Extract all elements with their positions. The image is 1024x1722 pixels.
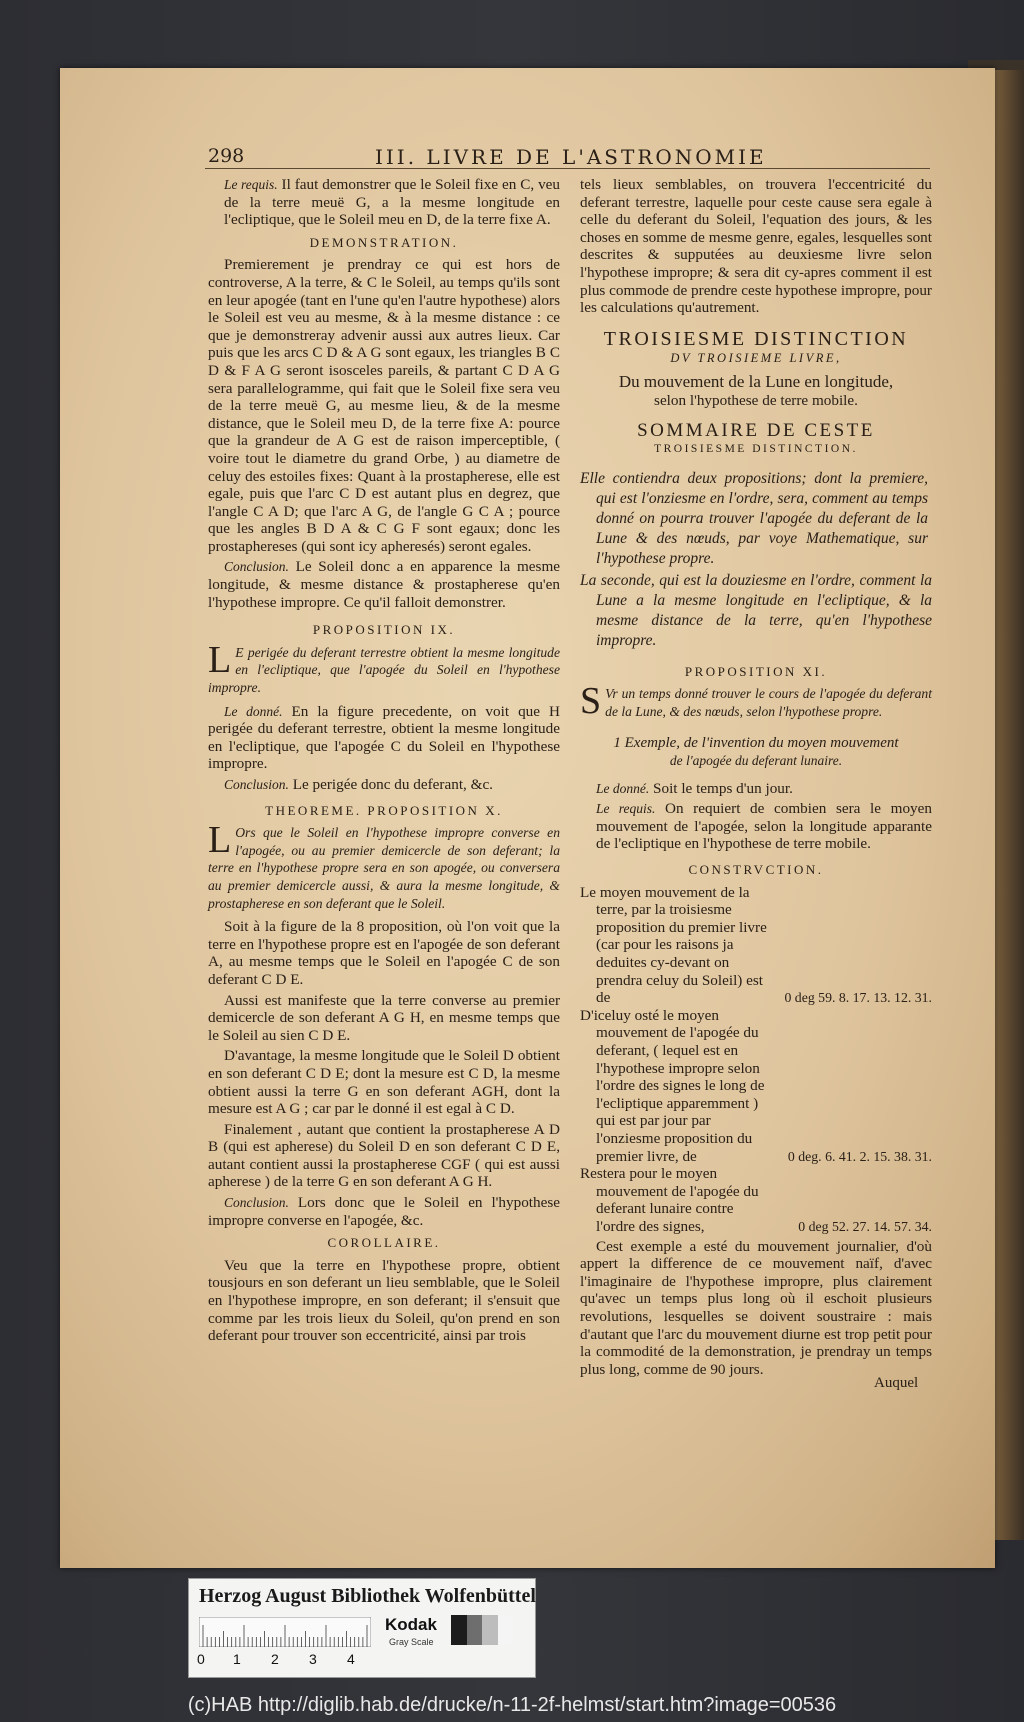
computation-text: D'iceluy osté le moyen mouvement de l'apogée du deferant, ( lequel est en l'hypothese impropre selon l'ordre des signes le long de l'ecliptique apparemment ) qui est par jour par l'onziesme proposition du premier livre, de — [580, 1006, 765, 1165]
conclusion-label: Conclusion. — [224, 1195, 289, 1211]
right-column — [580, 176, 932, 1381]
sommaire-paragraph-1: Elle contiendra deux propositions; dont la premiere, qui est l'onziesme en l'ordre, sera, comment au temps donné on pourra trouver l'apogée du deferant de la Lune & des nœuds, par voye Mathematique, sur l'hypothese propre. — [580, 469, 928, 567]
color-scale-card — [188, 1578, 536, 1678]
distinction-title: TROISIESME DISTINCTION — [603, 327, 909, 350]
computation-line-3 — [580, 1165, 932, 1235]
sommaire-title: SOMMAIRE DE CESTE — [637, 419, 875, 441]
running-head — [208, 145, 778, 169]
page-number: 298 — [208, 145, 245, 167]
proposition-11-text — [580, 680, 932, 723]
conclusion-text: Le perigée donc du deferant, &c. — [292, 776, 493, 793]
proposition-11-body: Vr un temps donné trouver le cours de l'apogée du deferant de la Lune, & des nœuds, selon l'hypothese propre. — [605, 686, 932, 719]
donne-paragraph-1 — [208, 703, 560, 773]
corollaire-heading: COROLLAIRE. — [327, 1235, 441, 1251]
proposition-10-heading: THEOREME. PROPOSITION X. — [265, 802, 503, 818]
image-source-caption: (c)HAB http://diglib.hab.de/drucke/n-11-2f-helmst/start.htm?image=00536 — [187, 1694, 837, 1716]
donne-paragraph-2 — [580, 780, 932, 798]
proposition-9-text — [208, 638, 560, 697]
header-rule — [205, 168, 930, 169]
conclusion-text: Le Soleil donc a en apparence la mesme longitude, & mesme distance & prostapherese qu'en l'hypothese impropre. Ce qu'il falloit demonstrer. — [208, 558, 560, 611]
computation-value: 0 deg. 6. 41. 2. 15. 38. 31. — [787, 1148, 932, 1164]
drop-cap: L — [208, 638, 232, 681]
proposition-10-body: Ors que le Soleil en l'hypothese impropre converse en l'apogée, ou au premier demicercle de son deferant; la terre en l'hypothese propre sera en son apogée, ou conversera au premier demicercle aussi, & aura la mesme longitude, & prostapherese en son deferant que le Soleil. — [208, 825, 560, 911]
ruler-numbers — [197, 1651, 397, 1671]
donne-text: Soit le temps d'un jour. — [653, 779, 793, 797]
exemple-subtitle: de l'apogée du deferant lunaire. — [669, 753, 843, 769]
library-name: Herzog August Bibliothek Wolfenbüttel — [199, 1585, 536, 1607]
requis-text: Il faut demonstrer que le Soleil fixe en C, veu de la terre meuë G, a la mesme longitude en l'ecliptique, que le Soleil meu en D, de la terre fixe A. — [224, 176, 561, 229]
ruler-number: 3 — [309, 1651, 317, 1667]
proposition-9-heading: PROPOSITION IX. — [312, 622, 456, 638]
exemple-title: 1 Exemple, de l'invention du moyen mouvement — [613, 734, 899, 751]
ruler-number: 2 — [271, 1651, 279, 1667]
paragraph: Finalement , autant que contient la prostapherese A D B (qui est apherese) du Soleil D en son deferant C D E, autant contient aussi la prostapherese CGF ( qui est aussi apherese ) de la terre G en son deferant A G H. — [208, 1120, 560, 1191]
demonstration-heading: DEMONSTRATION. — [309, 234, 459, 250]
kodak-logo: Kodak — [385, 1615, 437, 1634]
left-column — [208, 176, 560, 1348]
running-head-title: III. LIVRE DE L'ASTRONOMIE — [375, 145, 767, 169]
conclusion-paragraph-1 — [208, 558, 560, 611]
requis-paragraph-2 — [580, 800, 932, 853]
construction-heading: CONSTRVCTION. — [688, 862, 824, 878]
conclusion-label: Conclusion. — [224, 559, 289, 575]
conclusion-paragraph-3 — [208, 1194, 560, 1229]
proposition-9-body: E perigée du deferant terrestre obtient la mesme longitude en l'ecliptique, que l'apogée du Soleil en l'hypothese impropre. — [208, 644, 560, 696]
computation-value: 0 deg 59. 8. 17. 13. 12. 31. — [784, 990, 932, 1006]
computation-text: Restera pour le moyen mouvement de l'apogée du deferant lunaire contre l'ordre des signes, — [580, 1165, 759, 1235]
donne-label: Le donné. — [224, 703, 283, 719]
distinction-subtitle: DV TROISIEME LIVRE, — [670, 351, 842, 366]
swatch — [467, 1615, 483, 1645]
sommaire-paragraph-2: La seconde, qui est la douziesme en l'ordre, comment la Lune a la mesme longitude en l'ecliptique, & la mesme distance de la terre, qu'en l'hypothese impropre. — [580, 571, 932, 649]
donne-label: Le donné. — [596, 780, 650, 796]
computation-line-2 — [580, 1007, 932, 1165]
corollaire-text: Veu que la terre en l'hypothese propre, obtient tousjours en son deferant un lieu semblable, que le Soleil en l'hypothese impropre, en son deferant; il s'ensuit que comme par les trois lieux du Soleil, qu'on prend en son deferant pour trouver son eccentricité, ainsi par trois — [208, 1256, 560, 1345]
computation-value: 0 deg 52. 27. 14. 57. 34. — [798, 1218, 932, 1234]
drop-cap: S — [580, 680, 602, 723]
paragraph: D'avantage, la mesme longitude que le Soleil D obtient en son deferant C D E; dont la mesure est C D, la mesme obtient aussi la terre G en son deferant AGH, dont la mesure est A G ; car par le donné il est egal à C D. — [208, 1047, 560, 1118]
requis-label: Le requis. — [596, 801, 656, 817]
closing-paragraph: Cest exemple a esté du mouvement journalier, d'où appert la difference de ce mouvement naïf, d'avec l'imaginaire de l'hypothese impropre, plus clairement qu'avec un temps plus long où il eschoit plusieurs revolutions, lesquelles se doivent soustraire : mais d'autant que l'arc du mouvement diurne est trop petit pour la commodité de la demonstration, je prendray un temps plus long, comme de 90 jours. — [580, 1237, 932, 1378]
swatch — [482, 1615, 498, 1645]
conclusion-label: Conclusion. — [224, 777, 289, 792]
swatch — [498, 1615, 514, 1645]
demonstration-text: Premierement je prendray ce qui est hors de controverse, A la terre, & C le Soleil, au temps qu'ils sont en leur apogée (tant en l'une qu'en l'autre hypothese) alors le Soleil est veu au mesme, & à la mesme distance : ce que je demonstreray advenir aussi aux autres lieux. Car puis que les arcs C D & A G sont egaux, les triangles B C D & F A G seront isosceles pareils, & partant C D A G sera parallelogramme, qui fait que le Soleil fixe sera veu de la terre meuë G, au mesme lieu, & de la mesme distance, que le Soleil meu D, de la terre fixe A: pource que la grandeur de A G est de raison imperceptible, ( voire tout le diametre du grand Orbe, ) au diametre de celuy des estoiles fixes: Quant à la prostapherese, elle est egale, puis que l'arc C D est autant plus en degrez, que l'angle C A D; que l'arc A G, de l'angle G C A ; pource que les angles B D A & C G F sont egaux; donc les prostaphereses (qui sont icy apheresés) seront egales. — [208, 256, 560, 555]
conclusion-paragraph-2 — [208, 776, 560, 794]
computation-text: Le moyen mouvement de la terre, par la troisiesme proposition du premier livre (car pour les raisons ja deduites cy-devant on prendra celuy du Soleil) est de — [580, 883, 767, 1007]
requis-paragraph — [208, 176, 560, 229]
swatch — [451, 1615, 467, 1645]
ruler-number: 4 — [347, 1651, 355, 1667]
gray-swatches — [451, 1615, 513, 1645]
conclusion-text: Lors donc que le Soleil en l'hypothese impropre converse en l'apogée, &c. — [208, 1194, 561, 1229]
ruler-number: 1 — [233, 1651, 241, 1667]
paragraph: Aussi est manifeste que la terre converse au premier demicercle de son deferant A G H, en mesme temps que le Soleil au sien C D E. — [208, 991, 560, 1044]
distinction-desc-2: selon l'hypothese de terre mobile. — [654, 391, 858, 409]
requis-text: On requiert de combien sera le moyen mouvement de l'apogée, selon la longitude apparante de l'ecliptique en l'hypothese de terre mobile. — [596, 800, 932, 853]
continuation-paragraph: tels lieux semblables, on trouvera l'eccentricité du deferant terrestre, laquelle pour ceste cause sera egale à celle du deferant du Soleil, l'equation des jours, & les choses en somme de mesme genre, egales, lesquelles sont descrites & supputées au deuxiesme livre selon l'hypothese impropre; & sera dit cy-apres comment il est plus commode de prendre ceste hypothese impropre, pour les calculations qu'autrement. — [580, 176, 932, 317]
catchword: Auquel — [874, 1375, 919, 1391]
ruler — [199, 1617, 371, 1647]
drop-cap: L — [208, 819, 232, 862]
computation-line-1 — [580, 884, 932, 1007]
proposition-10-text — [208, 819, 560, 912]
gray-scale-label: Gray Scale — [389, 1637, 434, 1647]
donne-text: En la figure precedente, on voit que H perigée du deferant terrestre, obtient la mesme longitude en l'ecliptique, que l'apogée C du Soleil en l'hypothese impropre. — [208, 702, 560, 773]
paragraph: Soit à la figure de la 8 proposition, où l'on voit que la terre en l'hypothese propre est en l'apogée de son deferant A, au mesme temps que le Soleil en l'apogée C de son deferant C D E. — [208, 918, 560, 988]
ruler-number: 0 — [197, 1651, 205, 1667]
requis-label: Le requis. — [224, 177, 278, 192]
sommaire-subtitle: TROISIESME DISTINCTION. — [654, 443, 858, 456]
proposition-11-heading: PROPOSITION XI. — [684, 663, 828, 679]
distinction-desc-1: Du mouvement de la Lune en longitude, — [618, 371, 894, 391]
